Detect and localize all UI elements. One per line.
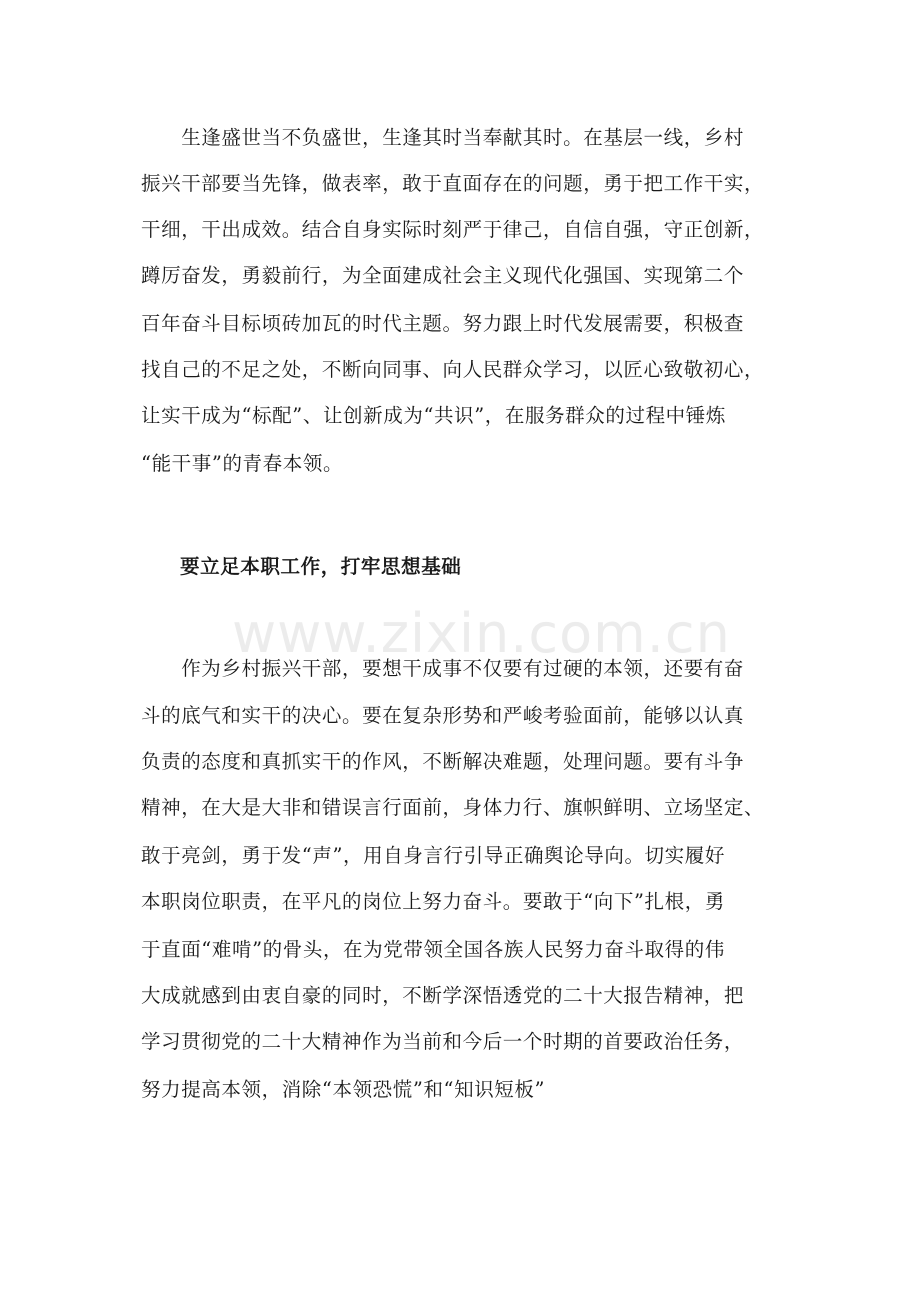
paragraph-2-line-6: 本职岗位职责，在平凡的岗位上努力奋斗。要敢于“向下”扎根，勇 <box>141 890 725 913</box>
paragraph-2-line-2: 斗的底气和实干的决心。要在复杂形势和严峻考验面前，能够以认真 <box>141 704 745 727</box>
paragraph-2-line-10: 努力提高本领，消除“本领恐慌”和“知识短板” <box>141 1078 546 1101</box>
watermark: www.zixin.com.cn <box>232 602 731 665</box>
paragraph-2-line-4: 精神，在大是大非和错误言行面前，身体力行、旗帜鲜明、立场坚定、 <box>141 796 765 819</box>
paragraph-1-line-5: 百年奋斗目标顷砖加瓦的时代主题。努力跟上时代发展需要，积极查 <box>141 312 745 335</box>
paragraph-2-line-9: 学习贯彻党的二十大精神作为当前和今后一个时期的首要政治任务， <box>141 1030 745 1053</box>
paragraph-1-line-3: 干细，干出成效。结合自身实际时刻严于律己，自信自强，守正创新， <box>141 218 765 241</box>
paragraph-2-line-1: 作为乡村振兴干部，要想干成事不仅要有过硬的本领，还要有奋 <box>141 657 745 680</box>
section-heading: 要立足本职工作，打牢思想基础 <box>180 555 462 578</box>
paragraph-1-line-2: 振兴干部要当先锋，做表率，敢于直面存在的问题，勇于把工作干实， <box>141 172 765 195</box>
paragraph-1-line-6: 找自己的不足之处，不断向同事、向人民群众学习，以匠心致敬初心， <box>141 358 765 381</box>
paragraph-1-line-1: 生逢盛世当不负盛世，生逢其时当奉献其时。在基层一线，乡村 <box>141 126 745 149</box>
paragraph-2-line-7: 于直面“难啃”的骨头，在为党带领全国各族人民努力奋斗取得的伟 <box>141 938 725 961</box>
paragraph-2-line-8: 大成就感到由衷自豪的同时，不断学深悟透党的二十大报告精神，把 <box>141 984 745 1007</box>
paragraph-1-line-7: 让实干成为“标配”、让创新成为“共识”，在服务群众的过程中锤炼 <box>141 404 726 427</box>
paragraph-1-line-4: 蹲厉奋发，勇毅前行，为全面建成社会主义现代化强国、实现第二个 <box>141 264 745 287</box>
paragraph-1-line-8: “能干事”的青春本领。 <box>141 452 344 475</box>
paragraph-2-line-5: 敢于亮剑，勇于发“声”，用自身言行引导正确舆论导向。切实履好 <box>141 844 725 867</box>
paragraph-2-line-3: 负责的态度和真抓实干的作风，不断解决难题，处理问题。要有斗争 <box>141 750 745 773</box>
